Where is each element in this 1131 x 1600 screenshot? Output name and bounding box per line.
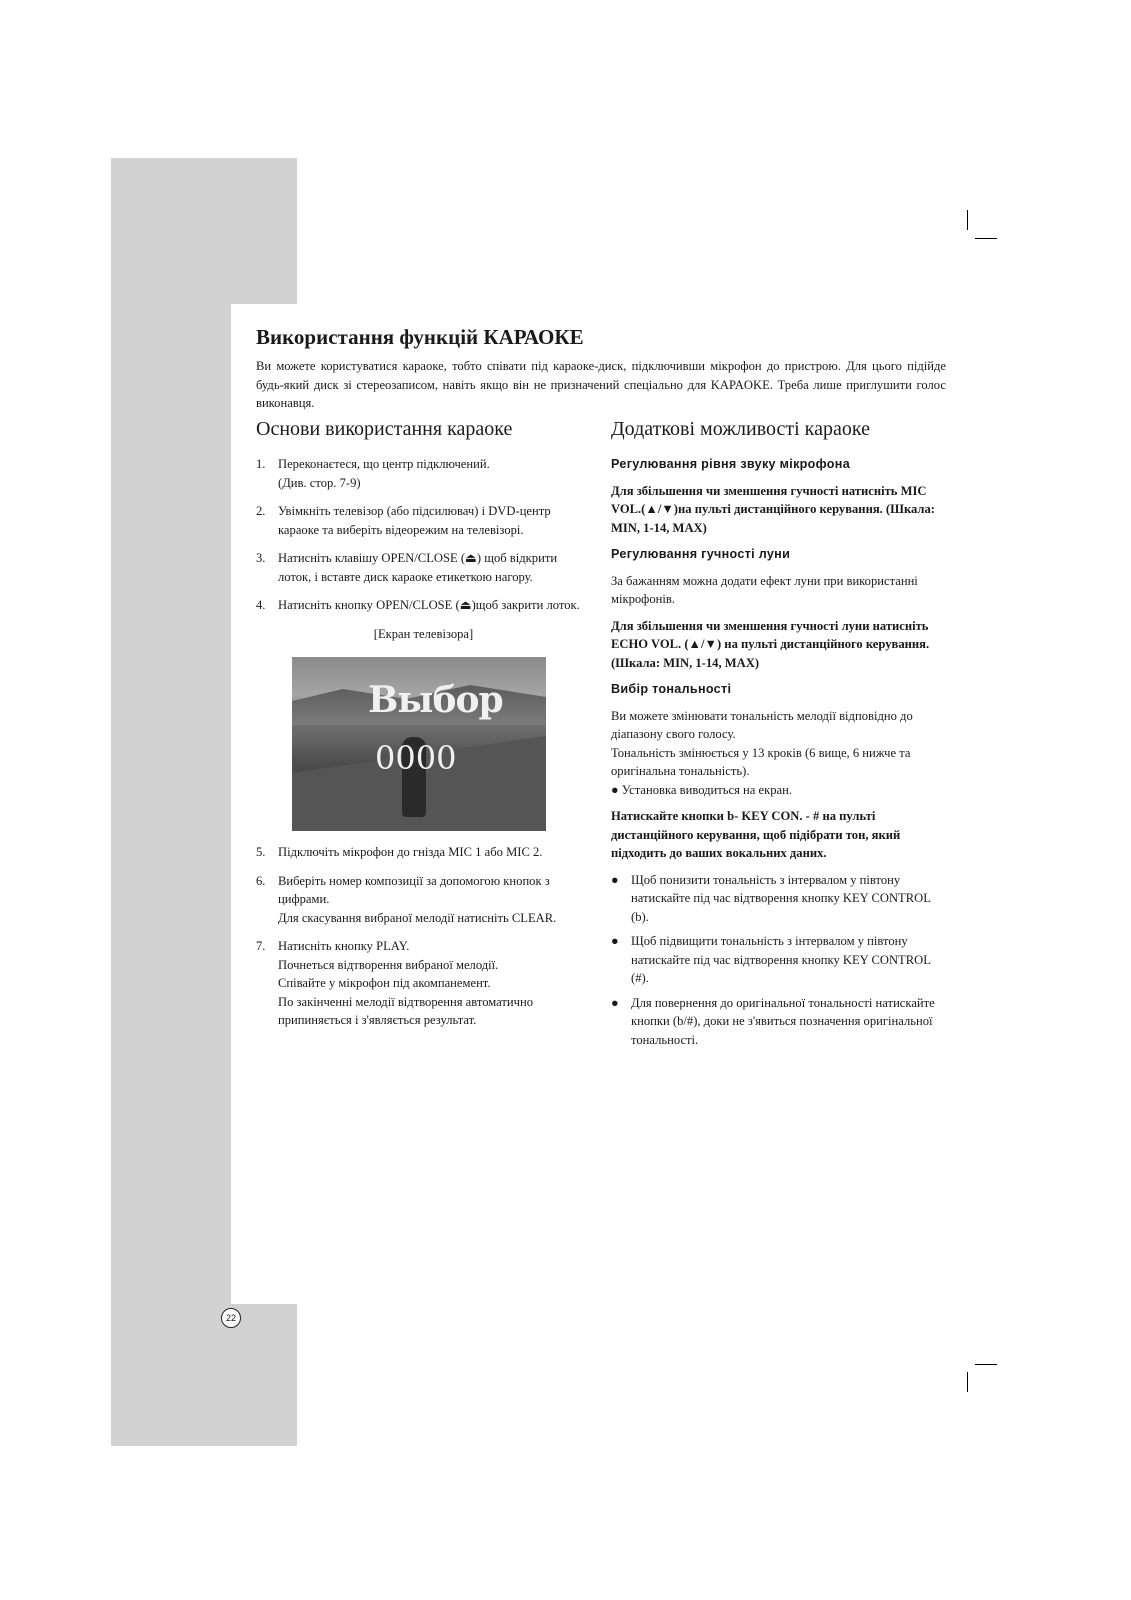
step-number: 3.	[256, 551, 266, 565]
sub-heading-echo: Регулювання гучності луни	[611, 547, 791, 561]
bullet-item	[611, 871, 941, 927]
left-heading: Основи використання караоке	[256, 418, 513, 440]
crop-mark	[975, 1364, 997, 1365]
step-text: Для скасування вибраної мелодії натисніть CLEAR.	[278, 910, 557, 925]
echo-instructions: Для збільшення чи зменшення гучності луни натисніть ECHO VOL. (▲/▼) на пульті дистанційного керування. (Шкала: MIN, 1-14, MAX)	[611, 618, 930, 670]
page-title: Використання функцій КАРАОКЕ	[256, 325, 584, 349]
step-number: 7.	[256, 939, 266, 953]
sub-heading-mic: Регулювання рівня звуку мікрофона	[611, 457, 851, 471]
bullet-text: Щоб понизити тональність з інтервалом у півтону натискайте під час відтворення кнопку KEY CONTROL (b).	[631, 872, 931, 924]
crop-mark	[975, 238, 997, 239]
bullet-icon: ●	[611, 872, 619, 887]
bullet-icon: ●	[611, 995, 619, 1010]
step-item	[256, 843, 591, 862]
key-instructions: Натискайте кнопки b- KEY CON. - # на пульті дистанційного керування, щоб підібрати тон, який підходить до ваших вокальних даних.	[611, 809, 901, 860]
screen-code: 0000	[375, 739, 457, 777]
step-text: Співайте у мікрофон під акомпанемент.	[278, 976, 491, 990]
page-number: 22	[221, 1308, 241, 1328]
gray-margin-top	[111, 158, 297, 304]
tv-screen-image	[292, 657, 546, 831]
left-column	[256, 455, 591, 1040]
bullet-item	[611, 932, 941, 988]
right-column	[611, 455, 941, 1055]
screen-title: Выбор	[368, 679, 503, 721]
step-item	[256, 872, 591, 928]
steps-list-b	[256, 843, 591, 1030]
right-heading: Додаткові можливості караоке	[611, 418, 870, 440]
step-text: Підключіть мікрофон до гнізда MIC 1 або MIC 2.	[278, 845, 543, 859]
bullet-text: Для повернення до оригінальної тональності натискайте кнопки (b/#), доки не з'явиться позначення оригінальної тональності.	[631, 995, 935, 1047]
step-text: Виберіть номер композиції за допомогою кнопок з цифрами.	[278, 873, 550, 906]
step-text: По закінченні мелодії відтворення автоматично припиняється і з'являється результат.	[278, 994, 534, 1027]
key-text-3: ● Установка виводиться на екран.	[611, 782, 793, 797]
key-bullet-list	[611, 871, 941, 1050]
echo-text: За бажанням можна додати ефект луни при використанні мікрофонів.	[611, 573, 918, 606]
step-text: Увімкніть телевізор (або підсилювач) і DVD-центр караоке та виберіть відеорежим на телевізорі.	[278, 504, 551, 537]
bullet-text: Щоб підвищити тональність з інтервалом у півтону натискайте під час відтворення кнопку KEY CONTROL (#).	[631, 934, 931, 985]
step-number: 4.	[256, 598, 266, 612]
key-text-2: Тональність змінюється у 13 кроків (6 вище, 6 нижче та оригінальна тональність).	[611, 745, 911, 778]
step-item	[256, 596, 591, 615]
sub-heading-key: Вибір тональності	[611, 682, 732, 696]
crop-mark	[967, 1372, 968, 1392]
step-text: (Див. стор. 7-9)	[278, 475, 361, 490]
step-text: Натисніть кнопку PLAY.	[278, 939, 410, 953]
crop-mark	[967, 210, 968, 230]
intro-text: Ви можете користуватися караоке, тобто співати під караоке-диск, підключивши мікрофон до пристрою. Для цього підійде будь-який диск зі стереозаписом, навіть якщо він не призначений спеціально для KAPAOKE. Треба лише приглушити голос виконавця.	[256, 359, 946, 410]
screen-caption: [Екран телевізора]	[373, 626, 474, 641]
step-number: 2.	[256, 504, 266, 518]
step-text: Натисніть клавішу OPEN/CLOSE (⏏) щоб відкрити лоток, і вставте диск караоке етикеткою нагору.	[278, 551, 558, 584]
step-text: Переконаєтеся, що центр підключений.	[278, 457, 490, 471]
bullet-item	[611, 994, 941, 1050]
key-text-1: Ви можете змінювати тональність мелодії відповідно до діапазону свого голосу.	[611, 708, 913, 741]
mic-instructions: Для збільшення чи зменшення гучності натисніть MIC VOL.(▲/▼)на пульті дистанційного керування. (Шкала: MIN, 1-14, MAX)	[611, 483, 935, 535]
step-text: Натисніть кнопку OPEN/CLOSE (⏏)щоб закрити лоток.	[278, 598, 580, 612]
gray-margin-side	[111, 304, 231, 1304]
step-number: 6.	[256, 873, 266, 888]
step-number: 5.	[256, 845, 266, 859]
step-number: 1.	[256, 457, 266, 471]
step-item	[256, 549, 591, 586]
step-item	[256, 502, 591, 539]
step-text: Почнеться відтворення вибраної мелодії.	[278, 957, 499, 972]
step-item	[256, 455, 591, 492]
gray-margin-bottom	[111, 1304, 297, 1446]
steps-list-a	[256, 455, 591, 615]
step-item	[256, 937, 591, 1030]
bullet-icon: ●	[611, 934, 619, 948]
